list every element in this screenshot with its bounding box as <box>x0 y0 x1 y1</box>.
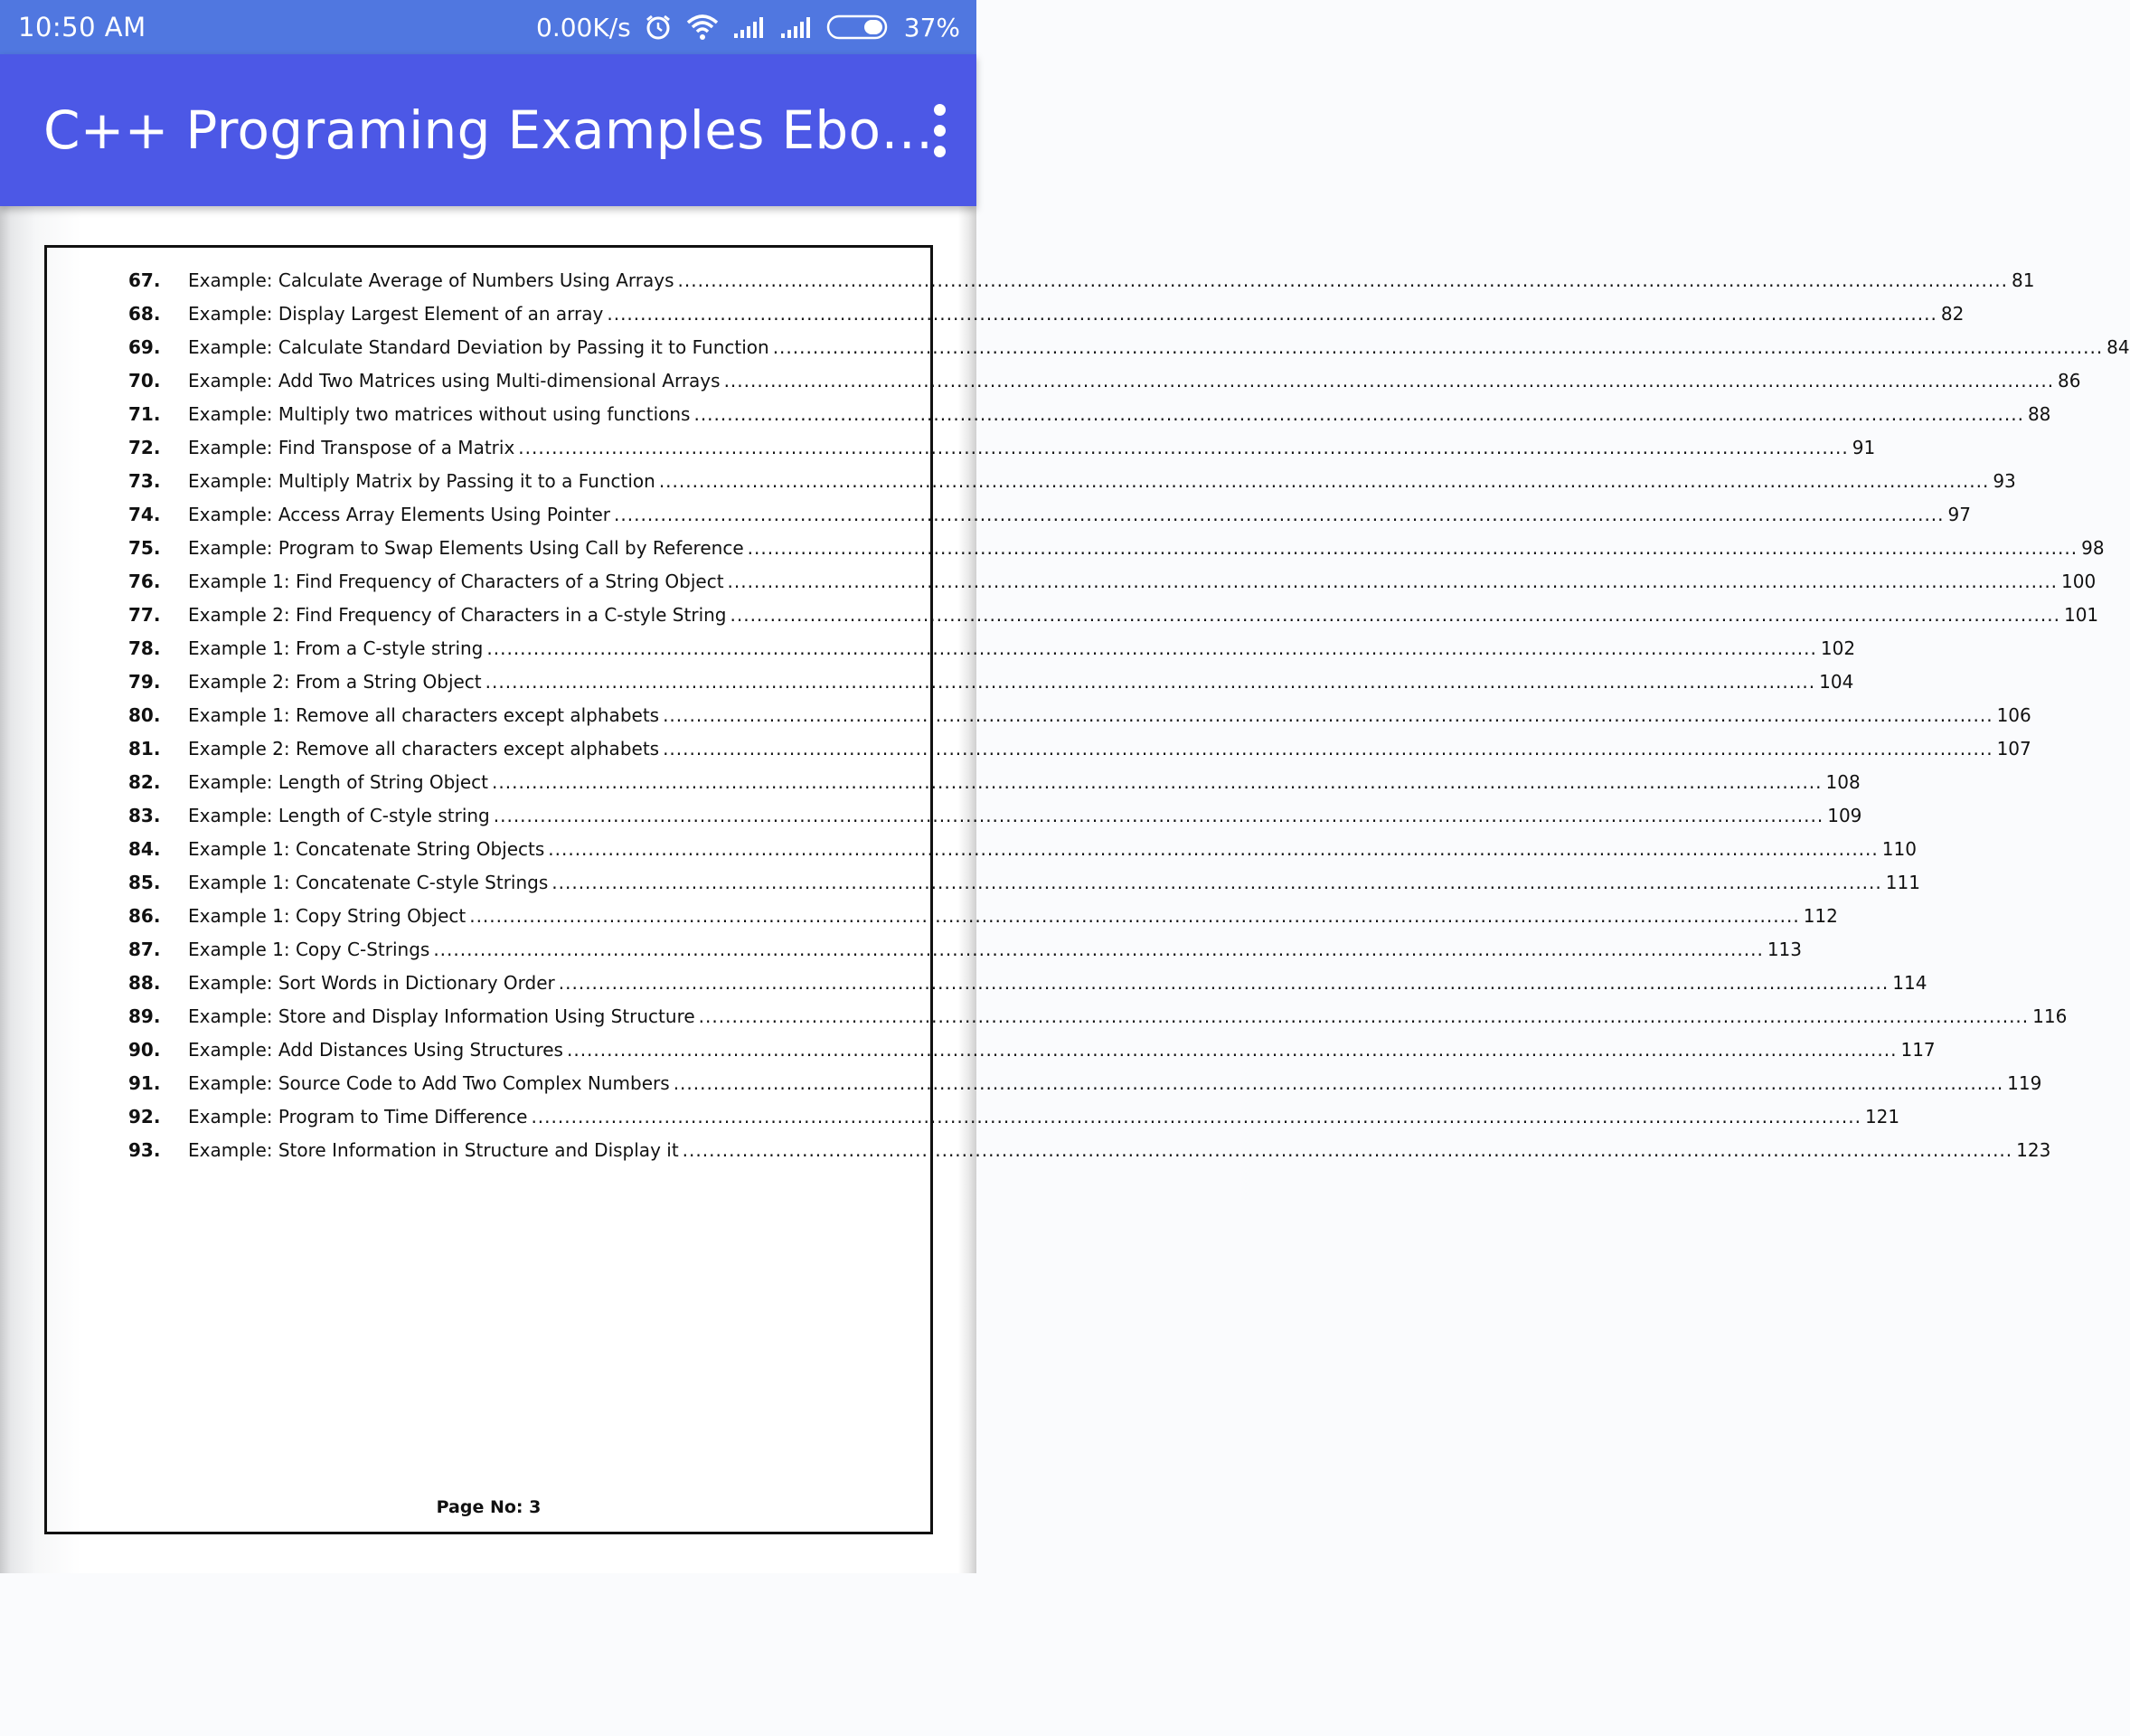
toc-entry[interactable] <box>128 1134 2051 1167</box>
toc-entry-number: 78. <box>128 637 161 659</box>
toc-entry[interactable] <box>128 331 2130 364</box>
pdf-viewer[interactable] <box>0 206 2130 1573</box>
toc-dot-leader: ........................................................................................................................................................................................................ <box>727 571 2059 592</box>
toc-entry[interactable] <box>128 732 2031 766</box>
toc-dot-leader: ........................................................................................................................................................................................................ <box>551 872 1882 893</box>
toc-entry-page: 100 <box>2061 571 2097 592</box>
toc-entry-number: 75. <box>128 537 161 559</box>
toc-entry-title: Example 1: Remove all characters except alphabets <box>188 704 660 726</box>
toc-entry-number: 87. <box>128 939 161 960</box>
toc-entry[interactable] <box>128 799 1862 833</box>
toc-entry-page: 112 <box>1803 905 1838 927</box>
toc-entry-number: 86. <box>128 905 161 927</box>
toc-entry[interactable] <box>128 1000 2068 1033</box>
toc-entry-page: 97 <box>1947 504 1971 525</box>
toc-entry-page: 119 <box>2007 1072 2042 1094</box>
toc-entry-number: 90. <box>128 1039 161 1061</box>
toc-entry-page: 91 <box>1852 437 1876 458</box>
toc-entry-number: 84. <box>128 838 161 860</box>
toc-dot-leader: ........................................................................................................................................................................................................ <box>558 972 1890 994</box>
toc-entry-title: Example 1: Copy C-Strings <box>188 939 430 960</box>
toc-entry-number: 76. <box>128 571 161 592</box>
toc-entry-number: 88. <box>128 972 161 994</box>
toc-entry-number: 70. <box>128 370 161 392</box>
toc-entry-page: 117 <box>1900 1039 1936 1061</box>
toc-entry-page: 88 <box>2027 403 2051 425</box>
more-vert-icon[interactable] <box>934 94 946 166</box>
toc-entry-page: 102 <box>1820 637 1856 659</box>
toc-entry[interactable] <box>128 1067 2042 1100</box>
toc-entry-title: Example: Add Distances Using Structures <box>188 1039 563 1061</box>
toc-entry-title: Example: Multiply two matrices without using functions <box>188 403 691 425</box>
toc-entry-number: 71. <box>128 403 161 425</box>
toc-entry-title: Example 1: Concatenate String Objects <box>188 838 545 860</box>
toc-entry-page: 93 <box>1993 470 2016 492</box>
toc-dot-leader: ........................................................................................................................................................................................................ <box>433 939 1764 960</box>
table-of-contents <box>128 264 2130 1167</box>
toc-entry-number: 74. <box>128 504 161 525</box>
toc-dot-leader: ........................................................................................................................................................................................................ <box>747 537 2078 559</box>
toc-entry-title: Example: Length of String Object <box>188 771 489 793</box>
toc-entry-title: Example: Add Two Matrices using Multi-dimensional Arrays <box>188 370 721 392</box>
toc-entry-title: Example: Store and Display Information Using Structure <box>188 1005 695 1027</box>
signal-icon <box>779 15 814 39</box>
toc-entry[interactable] <box>128 364 2081 398</box>
toc-dot-leader: ........................................................................................................................................................................................................ <box>469 905 1800 927</box>
toc-dot-leader: ........................................................................................................................................................................................................ <box>492 771 1823 793</box>
toc-entry-page: 106 <box>1996 704 2031 726</box>
toc-dot-leader: ........................................................................................................................................................................................................ <box>614 504 1945 525</box>
toc-entry-page: 116 <box>2032 1005 2068 1027</box>
toc-entry[interactable] <box>128 699 2031 732</box>
app-bar <box>0 54 976 206</box>
toc-entry[interactable] <box>128 833 1917 866</box>
toc-entry-title: Example: Program to Swap Elements Using Call by Reference <box>188 537 744 559</box>
battery-icon <box>826 14 891 40</box>
toc-dot-leader: ........................................................................................................................................................................................................ <box>682 1139 2013 1161</box>
toc-entry[interactable] <box>128 766 1861 799</box>
toc-entry-page: 114 <box>1892 972 1927 994</box>
network-speed: 0.00K/s <box>536 12 631 42</box>
toc-entry[interactable] <box>128 866 1920 900</box>
toc-entry-title: Example: Source Code to Add Two Complex Numbers <box>188 1072 670 1094</box>
alarm-icon <box>644 13 673 42</box>
bottom-blank-area <box>0 1573 976 1736</box>
battery-percent: 37% <box>903 12 960 42</box>
toc-entry-title: Example: Calculate Standard Deviation by Passing it to Function <box>188 336 769 358</box>
toc-entry-title: Example 1: Copy String Object <box>188 905 467 927</box>
toc-entry-number: 85. <box>128 872 161 893</box>
toc-entry[interactable] <box>128 599 2099 632</box>
wifi-icon <box>685 14 720 41</box>
toc-entry-number: 93. <box>128 1139 161 1161</box>
toc-entry-page: 110 <box>1881 838 1917 860</box>
toc-entry-page: 108 <box>1825 771 1861 793</box>
toc-entry-page: 81 <box>2011 269 2035 291</box>
toc-dot-leader: ........................................................................................................................................................................................................ <box>673 1072 2004 1094</box>
toc-dot-leader: ........................................................................................................................................................................................................ <box>677 269 2008 291</box>
toc-entry-title: Example: Length of C-style string <box>188 805 490 826</box>
toc-entry[interactable] <box>128 967 1927 1000</box>
toc-dot-leader: ........................................................................................................................................................................................................ <box>730 604 2060 626</box>
toc-entry-title: Example: Find Transpose of a Matrix <box>188 437 515 458</box>
toc-entry-page: 101 <box>2063 604 2099 626</box>
toc-dot-leader: ........................................................................................................................................................................................................ <box>531 1106 1861 1127</box>
toc-entry[interactable] <box>128 1100 1900 1134</box>
toc-entry-number: 80. <box>128 704 161 726</box>
toc-entry[interactable] <box>128 900 1838 933</box>
toc-entry-number: 67. <box>128 269 161 291</box>
app-title: C++ Programing Examples Ebo… <box>43 99 934 161</box>
toc-dot-leader: ........................................................................................................................................................................................................ <box>486 637 1817 659</box>
toc-entry-page: 121 <box>1864 1106 1900 1127</box>
toc-entry-title: Example: Multiply Matrix by Passing it to a Function <box>188 470 655 492</box>
toc-dot-leader: ........................................................................................................................................................................................................ <box>693 403 2024 425</box>
toc-entry-title: Example 1: Concatenate C-style Strings <box>188 872 549 893</box>
toc-entry-number: 73. <box>128 470 161 492</box>
toc-entry-title: Example 2: Remove all characters except alphabets <box>188 738 660 760</box>
toc-dot-leader: ........................................................................................................................................................................................................ <box>566 1039 1898 1061</box>
toc-dot-leader: ........................................................................................................................................................................................................ <box>658 470 1990 492</box>
toc-dot-leader: ........................................................................................................................................................................................................ <box>772 336 2104 358</box>
toc-dot-leader: ........................................................................................................................................................................................................ <box>663 738 1993 760</box>
toc-entry-number: 82. <box>128 771 161 793</box>
toc-entry-page: 86 <box>2058 370 2081 392</box>
toc-entry-title: Example: Display Largest Element of an array <box>188 303 604 325</box>
toc-entry-title: Example 1: From a C-style string <box>188 637 484 659</box>
toc-entry-title: Example 2: Find Frequency of Characters in a C-style String <box>188 604 727 626</box>
toc-entry-page: 104 <box>1819 671 1854 693</box>
page-number: Page No: 3 <box>436 1497 542 1517</box>
toc-dot-leader: ........................................................................................................................................................................................................ <box>548 838 1879 860</box>
toc-entry-page: 98 <box>2081 537 2105 559</box>
toc-entry-number: 69. <box>128 336 161 358</box>
toc-dot-leader: ........................................................................................................................................................................................................ <box>723 370 2055 392</box>
toc-entry-page: 82 <box>1940 303 1965 325</box>
toc-entry-number: 77. <box>128 604 161 626</box>
toc-entry[interactable] <box>128 632 1856 665</box>
toc-entry-page: 107 <box>1996 738 2031 760</box>
toc-dot-leader: ........................................................................................................................................................................................................ <box>607 303 1937 325</box>
status-bar <box>0 0 976 54</box>
toc-entry-number: 89. <box>128 1005 161 1027</box>
toc-entry-title: Example: Calculate Average of Numbers Using Arrays <box>188 269 674 291</box>
toc-dot-leader: ........................................................................................................................................................................................................ <box>493 805 1824 826</box>
toc-entry-number: 92. <box>128 1106 161 1127</box>
toc-entry-number: 79. <box>128 671 161 693</box>
toc-entry-page: 113 <box>1767 939 1802 960</box>
toc-dot-leader: ........................................................................................................................................................................................................ <box>698 1005 2030 1027</box>
pdf-page <box>44 245 2130 1534</box>
toc-entry[interactable] <box>128 532 2105 565</box>
toc-entry-number: 91. <box>128 1072 161 1094</box>
signal-icon <box>732 15 767 39</box>
toc-entry-number: 83. <box>128 805 161 826</box>
toc-entry[interactable] <box>128 665 1854 699</box>
toc-entry-title: Example: Store Information in Structure and Display it <box>188 1139 679 1161</box>
toc-entry-page: 123 <box>2016 1139 2051 1161</box>
toc-dot-leader: ........................................................................................................................................................................................................ <box>663 704 1993 726</box>
toc-dot-leader: ........................................................................................................................................................................................................ <box>485 671 1816 693</box>
toc-entry[interactable] <box>128 1033 1936 1067</box>
toc-entry-page: 111 <box>1885 872 1920 893</box>
toc-entry-title: Example: Access Array Elements Using Pointer <box>188 504 611 525</box>
toc-entry-page: 109 <box>1827 805 1862 826</box>
status-icons <box>536 13 960 42</box>
toc-entry[interactable] <box>128 297 1965 331</box>
toc-entry[interactable] <box>128 498 1971 532</box>
toc-entry[interactable] <box>128 933 1802 967</box>
toc-entry-number: 72. <box>128 437 161 458</box>
toc-entry-title: Example 2: From a String Object <box>188 671 482 693</box>
toc-dot-leader: ........................................................................................................................................................................................................ <box>518 437 1849 458</box>
toc-entry-title: Example: Program to Time Difference <box>188 1106 528 1127</box>
toc-entry[interactable] <box>128 264 2035 297</box>
toc-entry[interactable] <box>128 465 2016 498</box>
toc-entry-number: 81. <box>128 738 161 760</box>
toc-entry-title: Example 1: Find Frequency of Characters of a String Object <box>188 571 724 592</box>
toc-entry-title: Example: Sort Words in Dictionary Order <box>188 972 555 994</box>
toc-entry[interactable] <box>128 398 2051 431</box>
toc-entry-number: 68. <box>128 303 161 325</box>
status-time: 10:50 AM <box>18 12 146 42</box>
toc-entry[interactable] <box>128 431 1876 465</box>
toc-entry-page: 84 <box>2106 336 2130 358</box>
toc-entry[interactable] <box>128 565 2097 599</box>
